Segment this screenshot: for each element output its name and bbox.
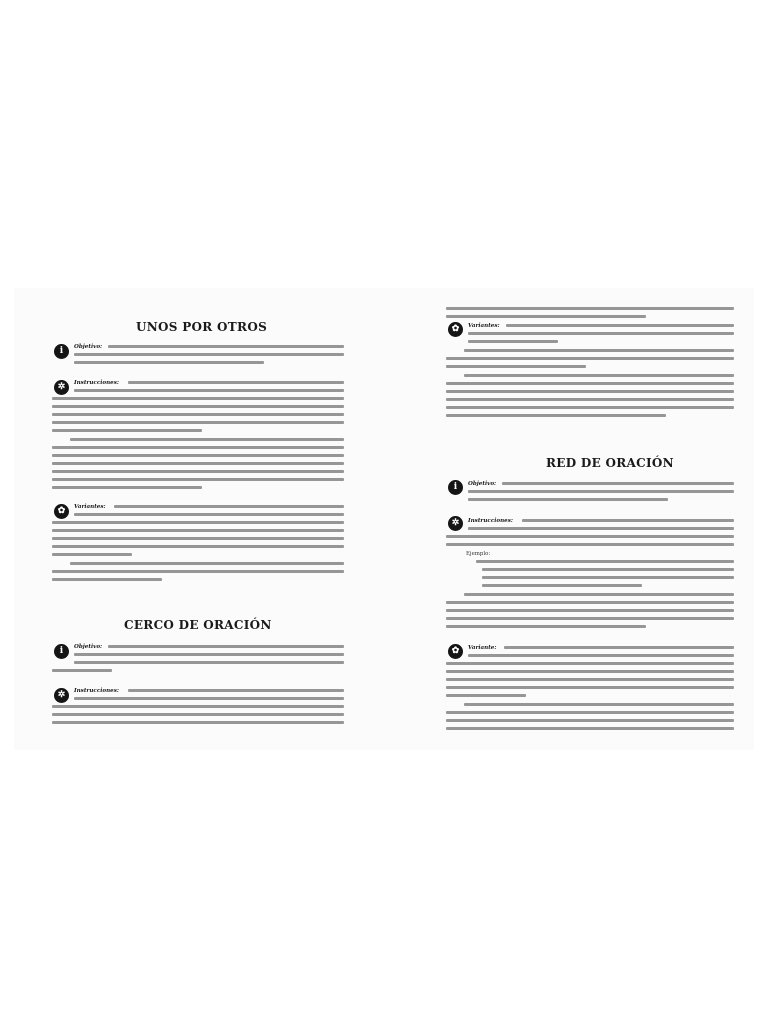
text-line: [446, 601, 734, 604]
text-line: [74, 697, 344, 700]
text-line: [482, 576, 734, 579]
instrucciones-label: Instrucciones:: [74, 688, 119, 694]
text-line: [128, 689, 344, 692]
text-line: [52, 669, 112, 672]
text-line: [52, 529, 344, 532]
lightbulb-icon: ✿: [448, 322, 463, 337]
text-line: [446, 315, 646, 318]
objetivo-label: Objetivo:: [74, 644, 103, 650]
text-line: [446, 662, 734, 665]
variantes-label: Variantes:: [468, 323, 500, 329]
text-line: [446, 711, 734, 714]
text-line: [446, 694, 526, 697]
text-line: [476, 560, 734, 563]
text-line: [52, 713, 344, 716]
text-line: [506, 324, 734, 327]
text-line: [52, 405, 344, 408]
text-line: [74, 653, 344, 656]
text-line: [464, 349, 734, 352]
section-title-unos-por-otros: UNOS POR OTROS: [136, 320, 268, 334]
text-line: [504, 646, 734, 649]
text-line: [74, 661, 344, 664]
text-line: [74, 353, 344, 356]
text-line: [52, 705, 344, 708]
text-line: [52, 462, 344, 465]
instrucciones-label: Instrucciones:: [74, 380, 119, 386]
text-line: [522, 519, 734, 522]
text-line: [74, 513, 344, 516]
text-line: [128, 381, 344, 384]
variante-label: Variante:: [468, 645, 497, 651]
objetivo-label: Objetivo:: [468, 481, 497, 487]
text-line: [446, 543, 734, 546]
text-line: [468, 490, 734, 493]
text-line: [502, 482, 734, 485]
text-line: [114, 505, 344, 508]
text-line: [446, 686, 734, 689]
text-line: [468, 527, 734, 530]
text-line: [52, 413, 344, 416]
text-line: [52, 521, 344, 524]
text-line: [464, 374, 734, 377]
info-icon: i: [448, 480, 463, 495]
text-line: [52, 721, 344, 724]
text-line: [482, 568, 734, 571]
text-line: [446, 719, 734, 722]
objetivo-label: Objetivo:: [74, 344, 103, 350]
lightbulb-icon: ✿: [448, 644, 463, 659]
text-line: [52, 454, 344, 457]
text-line: [446, 414, 666, 417]
text-line: [446, 678, 734, 681]
ejemplo-label: Ejemplo:: [466, 551, 491, 557]
gear-icon: ✲: [54, 380, 69, 395]
text-line: [468, 654, 734, 657]
text-line: [70, 438, 344, 441]
instrucciones-label: Instrucciones:: [468, 518, 513, 524]
text-line: [52, 578, 162, 581]
text-line: [52, 570, 344, 573]
lightbulb-icon: ✿: [54, 504, 69, 519]
text-line: [468, 498, 668, 501]
text-line: [446, 398, 734, 401]
text-line: [52, 421, 344, 424]
text-line: [446, 609, 734, 612]
text-line: [482, 584, 642, 587]
text-line: [74, 389, 344, 392]
text-line: [446, 406, 734, 409]
text-line: [446, 382, 734, 385]
text-line: [446, 670, 734, 673]
text-line: [74, 361, 264, 364]
info-icon: i: [54, 344, 69, 359]
text-line: [52, 446, 344, 449]
gear-icon: ✲: [448, 516, 463, 531]
text-line: [446, 307, 734, 310]
text-line: [52, 486, 202, 489]
text-line: [108, 645, 344, 648]
section-title-red-de-oracion: RED DE ORACIÓN: [546, 456, 674, 470]
text-line: [464, 593, 734, 596]
text-line: [446, 365, 586, 368]
text-line: [446, 625, 646, 628]
text-line: [446, 617, 734, 620]
section-title-cerco-de-oracion: CERCO DE ORACIÓN: [124, 618, 272, 632]
text-line: [464, 703, 734, 706]
text-line: [52, 553, 132, 556]
text-line: [52, 478, 344, 481]
text-line: [468, 340, 558, 343]
text-line: [468, 332, 734, 335]
text-line: [446, 390, 734, 393]
book-spread: [14, 288, 754, 750]
text-line: [52, 397, 344, 400]
variantes-label: Variantes:: [74, 504, 106, 510]
text-line: [446, 535, 734, 538]
text-line: [446, 357, 734, 360]
text-line: [70, 562, 344, 565]
text-line: [108, 345, 344, 348]
text-line: [52, 537, 344, 540]
info-icon: i: [54, 644, 69, 659]
text-line: [446, 727, 734, 730]
text-line: [52, 470, 344, 473]
gear-icon: ✲: [54, 688, 69, 703]
text-line: [52, 429, 202, 432]
text-line: [52, 545, 344, 548]
